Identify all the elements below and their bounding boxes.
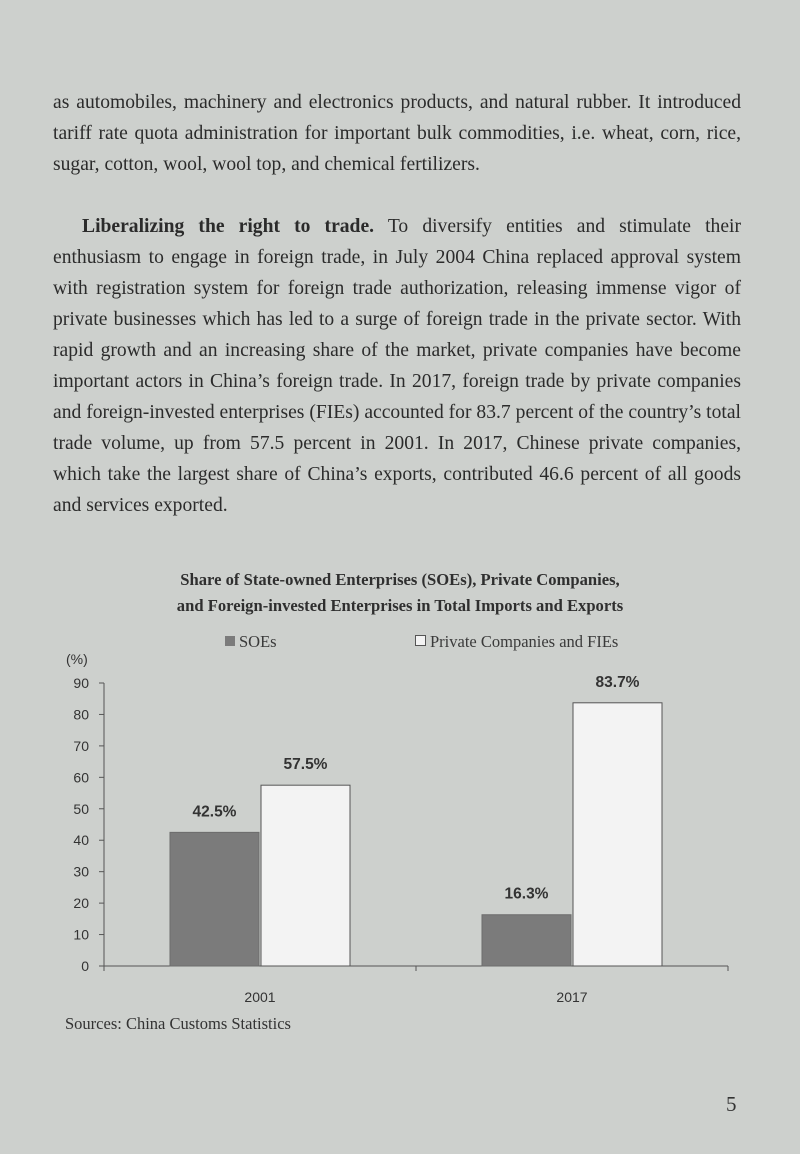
- chart-title-line-1: Share of State-owned Enterprises (SOEs), Private Companies,: [180, 570, 620, 589]
- x-tick-label-2017: 2017: [556, 989, 588, 1005]
- paragraph-1: as automobiles, machinery and electronics products, and natural rubber. It introduced tariff rate quota administration for important bulk commodities, i.e. wheat, corn, rice, sugar, cotton, wool, wool top, and chemical fertilizers.: [53, 92, 741, 175]
- y-tick-label: 0: [81, 958, 89, 974]
- data-label-soes-2001: 42.5%: [192, 803, 237, 821]
- y-axis-unit-label: (%): [66, 651, 88, 667]
- data-label-soes-2017: 16.3%: [504, 885, 549, 903]
- data-label-private-2017: 83.7%: [595, 673, 640, 691]
- y-tick-label: 20: [73, 895, 89, 912]
- paragraph-2-lead: Liberalizing the right to trade.: [82, 216, 375, 237]
- chart-title-line-2: and Foreign-invested Enterprises in Total Imports and Exports: [176, 596, 624, 615]
- y-tick-label: 80: [73, 706, 89, 723]
- y-tick-label: 90: [73, 675, 89, 691]
- bar-private-2017: [573, 703, 662, 966]
- data-label-private-2001: 57.5%: [283, 756, 328, 774]
- y-tick-label: 60: [73, 769, 89, 786]
- y-tick-label: 40: [73, 832, 89, 849]
- y-tick-label: 10: [73, 926, 89, 943]
- page-number: 5: [726, 1092, 737, 1116]
- y-tick-label: 70: [73, 737, 89, 754]
- bar-soes-2001: [170, 832, 259, 966]
- legend-label-private: Private Companies and FIEs: [430, 632, 619, 651]
- y-tick-label: 30: [73, 863, 89, 880]
- bar-soes-2017: [482, 915, 571, 966]
- chart-sources: Sources: China Customs Statistics: [65, 1014, 291, 1033]
- legend-label-soes: SOEs: [239, 632, 277, 651]
- x-tick-label-2001: 2001: [244, 989, 276, 1005]
- bar-private-2001: [261, 785, 350, 966]
- paragraph-2-body: To diversify entities and stimulate their enthusiasm to engage in foreign trade, in July 2004 China replaced approval system with registration system for foreign trade authorization, releasing immense vigor of private businesses which has led to a surge of foreign trade in the private sector. With rapid growth and an increasing share of the market, private companies have become important actors in China’s foreign trade. In 2017, foreign trade by private companies and foreign-invested enterprises (FIEs) accounted for 83.7 percent of the country’s total trade volume, up from 57.5 percent in 2001. In 2017, Chinese private companies, which take the largest share of China’s exports, contributed 46.6 percent of all goods and services exported.: [53, 216, 742, 516]
- y-tick-label: 50: [73, 800, 89, 817]
